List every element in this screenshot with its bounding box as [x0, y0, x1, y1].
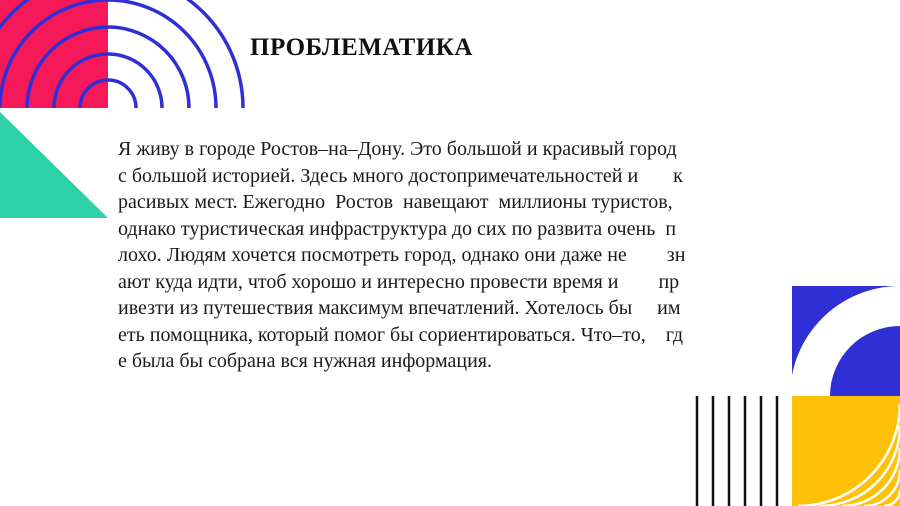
- body-line: ают куда идти, чтоб хорошо и интересно провести время и пр: [118, 270, 680, 293]
- body-line: однако туристическая инфраструктура до сих по развита очень п: [118, 217, 677, 240]
- slide-title: ПРОБЛЕМАТИКА: [250, 34, 473, 61]
- body-line: еть помощника, который помог бы сориентироваться. Что–то, гд: [118, 323, 684, 346]
- teal-triangle-shape: [0, 112, 108, 218]
- body-line: лохо. Людям хочется посмотреть город, однако они даже не зн: [118, 244, 686, 266]
- body-line: ивезти из путешествия максимум впечатлений. Хотелось бы им: [118, 297, 681, 319]
- body-line: расивых мест. Ежегодно Ростов навещают миллионы туристов,: [118, 191, 673, 213]
- body-line: е была бы собрана вся нужная информация.: [118, 350, 492, 372]
- body-line: с большой историей. Здесь много достопримечательностей и к: [118, 164, 683, 187]
- body-paragraph: [118, 136, 818, 375]
- body-line: Я живу в городе Ростов–на–Дону. Это большой и красивый город: [118, 138, 677, 160]
